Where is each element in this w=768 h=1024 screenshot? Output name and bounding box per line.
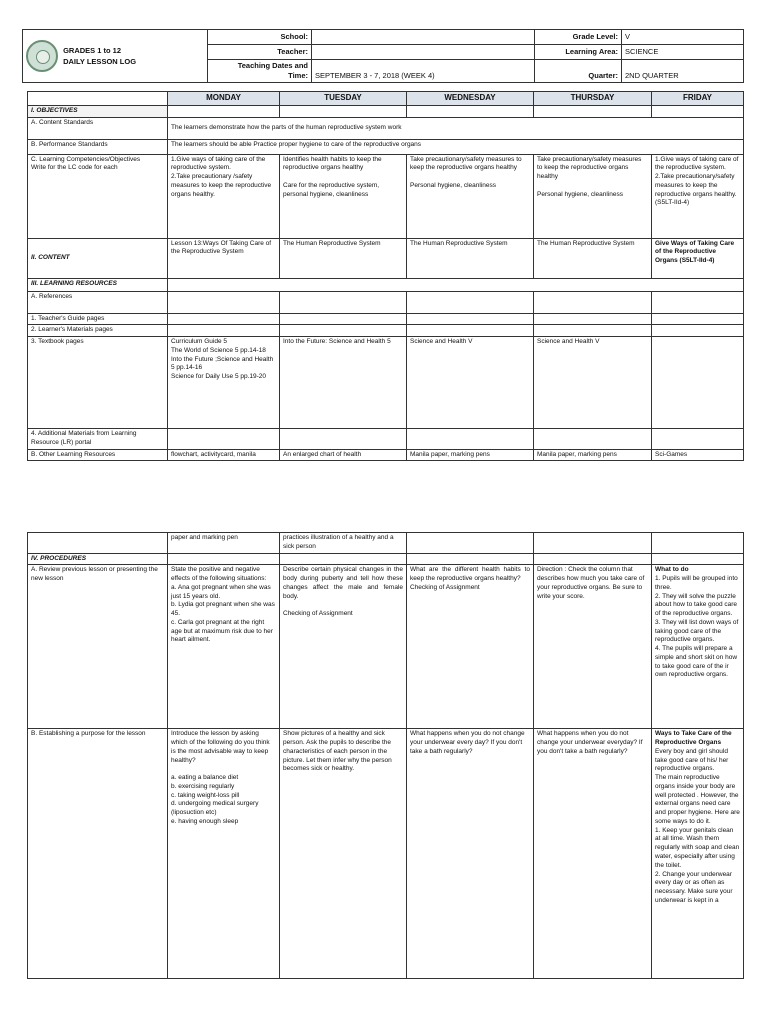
school-label: School: [208,30,312,45]
other-resources-label: B. Other Learning Resources [28,449,168,461]
content-friday: Give Ways of Taking Care of the Reproductive Organs (S5LT-IId-4) [652,238,744,278]
review-thursday: Direction : Check the column that describes how much you take care of your reproductive organs. Be sure to write your score. [534,565,652,729]
other-resources-cont-thursday [534,533,652,554]
header-title-dll: DAILY LESSON LOG [63,57,137,67]
review-monday: State the positive and negative effects of the following situations: a. Ana got pregnant when she was just 15 years old. b. Lydia got pregnant when she was 45. c. Carla got pregnant at the right age but at maximum risk due to her heart ailment. [168,565,280,729]
purpose-tuesday: Show pictures of a healthy and sick person. Ask the pupils to describe the characteristics of each person in the picture. Let them infer why the person becomes sick or healthy. [280,729,407,979]
review-lesson-label: A. Review previous lesson or presenting the new lesson [28,565,168,729]
competencies-wednesday: Take precautionary/safety measures to keep the reproductive organs healthy Personal hygiene, cleanliness [407,154,534,238]
section-content: II. CONTENT [28,238,168,278]
other-resources-cont-tuesday: practices illustration of a healthy and a sick person [280,533,407,554]
content-standards-label: A. Content Standards [28,117,168,139]
textbook-pages-label: 3. Textbook pages [28,337,168,429]
other-resources-tuesday: An enlarged chart of health [280,449,407,461]
performance-standards-label: B. Performance Standards [28,139,168,154]
day-friday: FRIDAY [652,92,744,106]
day-tuesday: TUESDAY [280,92,407,106]
lesson-log-table-page1 [27,91,744,461]
teacher-label: Teacher: [208,45,312,60]
teaching-dates-value: SEPTEMBER 3 - 7, 2018 (WEEK 4) [312,60,535,83]
section-learning-resources: III. LEARNING RESOURCES [28,278,168,291]
section-objectives: I. OBJECTIVES [28,105,168,117]
other-resources-cont-friday [652,533,744,554]
competencies-label: C. Learning Competencies/Objectives Write for the LC code for each [28,154,168,238]
day-wednesday: WEDNESDAY [407,92,534,106]
other-resources-thursday: Manila paper, marking pens [534,449,652,461]
content-thursday: The Human Reproductive System [534,238,652,278]
competencies-friday: 1.Give ways of taking care of the reproductive system. 2.Take precautionary/safety measures to keep the reproductive organs healthy.(S5LT-IId-4) [652,154,744,238]
textbook-tuesday: Into the Future: Science and Health 5 [280,337,407,429]
other-resources-monday: flowchart, activitycard, manila [168,449,280,461]
other-resources-cont-monday: paper and marking pen [168,533,280,554]
learning-area-value: SCIENCE [622,45,744,60]
teaching-dates-label: Teaching Dates and Time: [208,60,312,83]
teachers-guide-label: 1. Teacher's Guide pages [28,313,168,325]
purpose-friday: Ways to Take Care of the Reproductive Organs Every boy and girl should take good care of his/ her reproductive organs. The main reproductive organs inside your body are well protected . However, the external organs need care and proper hygiene. Here are some ways to do it. 1. Keep your genitals clean at all time. Wash them regularly with soap and clean water, especially after using the toilet. 2. Change your underwear every day or as often as necessary. Make sure your underwear is kept in a [652,729,744,979]
content-tuesday: The Human Reproductive System [280,238,407,278]
review-tuesday: Describe certain physical changes in the body during puberty and tell how these changes affect the male and female body. Checking of Assignment [280,565,407,729]
content-standards-text: The learners demonstrate how the parts of the human reproductive system work [168,117,744,139]
teacher-value [312,45,535,60]
review-wednesday: What are the different health habits to keep the reproductive organs healthy? Checking of Assignment [407,565,534,729]
section-procedures: IV. PROCEDURES [28,553,168,565]
grade-level-value: V [622,30,744,45]
lesson-log-table-page2 [27,532,744,979]
grade-level-label: Grade Level: [535,30,622,45]
corner-cell [28,92,168,106]
textbook-thursday: Science and Health V [534,337,652,429]
other-resources-wednesday: Manila paper, marking pens [407,449,534,461]
school-value [312,30,535,45]
learners-materials-label: 2. Learner's Materials pages [28,325,168,337]
competencies-thursday: Take precautionary/safety measures to keep the reproductive organs healthy Personal hygiene, cleanliness [534,154,652,238]
purpose-thursday: What happens when you do not change your underwear everyday? If you don't take a bath regularly? [534,729,652,979]
textbook-friday [652,337,744,429]
purpose-wednesday: What happens when you do not change your underwear every day? If you don't take a bath regularly? [407,729,534,979]
references-label: A. References [28,291,168,313]
other-resources-friday: Sci-Games [652,449,744,461]
quarter-label: Quarter: [535,60,622,83]
purpose-lesson-label: B. Establishing a purpose for the lesson [28,729,168,979]
additional-materials-label: 4. Additional Materials from Learning Resource (LR) portal [28,429,168,450]
learning-area-label: Learning Area: [535,45,622,60]
header-table [22,29,744,83]
textbook-monday: Curriculum Guide 5 The World of Science 5 pp.14-18 Into the Future ;Science and Health 5 pp.14-16 Science for Daily Use 5 pp.19-20 [168,337,280,429]
day-thursday: THURSDAY [534,92,652,106]
purpose-monday: Introduce the lesson by asking which of the following do you think is the most advisable way to keep healthy? a. eating a balance diet b. exercising regularly c. taking weight-loss pill d. undergoing medical surgery (liposuction etc) e. having enough sleep [168,729,280,979]
header-title-grades: GRADES 1 to 12 [63,45,122,55]
performance-standards-text: The learners should be able Practice proper hygiene to care of the reproductive organs [168,139,744,154]
competencies-monday: 1.Give ways of taking care of the reproductive system. 2.Take precautionary /safety measures to keep the reproductive organs healthy. [168,154,280,238]
deped-seal-icon [26,40,58,72]
day-monday: MONDAY [168,92,280,106]
textbook-wednesday: Science and Health V [407,337,534,429]
review-friday: What to do 1. Pupils will be grouped into three. 2. They will solve the puzzle about how to take good care of the reproductive organs. 3. They will list down ways of taking good care of the reproductive organs. 4. The pupils will prepare a simple and short skit on how to take good care of the ir own reproductive organs. [652,565,744,729]
content-wednesday: The Human Reproductive System [407,238,534,278]
competencies-tuesday: Identifies health habits to keep the reproductive organs healthy Care for the reproductive system, personal hygiene, cleanliness [280,154,407,238]
other-resources-cont-wednesday [407,533,534,554]
content-monday: Lesson 13:Ways Of Taking Care of the Reproductive System [168,238,280,278]
quarter-value: 2ND QUARTER [622,60,744,83]
header-title-cell [23,30,208,83]
